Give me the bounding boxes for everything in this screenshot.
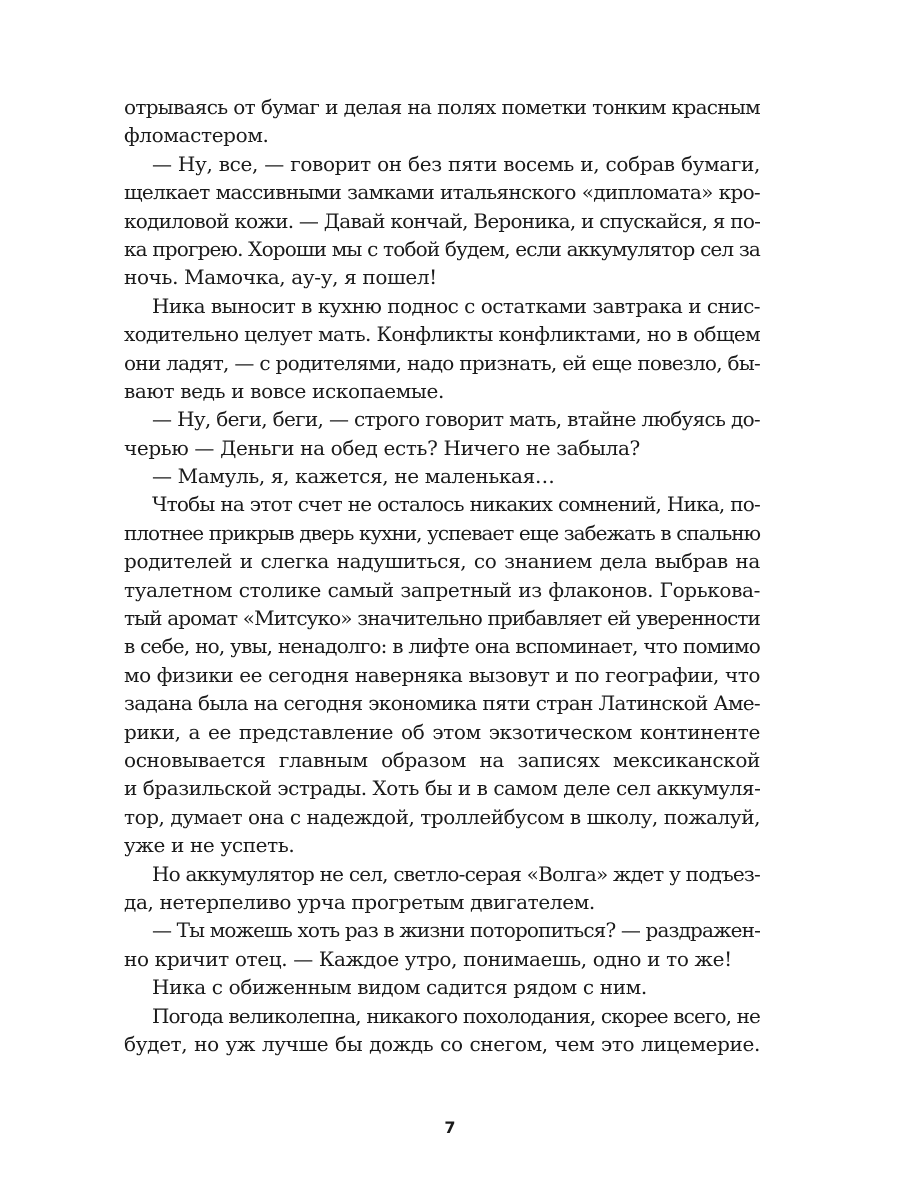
text-line: и бразильской эстрады. Хоть бы и в самом деле сел аккумуля- [124, 776, 761, 801]
text-line: туалетном столике самый запретный из флаконов. Горькова- [124, 577, 760, 602]
text-line: — Ну, все, — говорит он без пяти восемь и, собрав бумаги, [152, 151, 760, 176]
text-line: кодиловой кожи. — Давай кончай, Вероника, и спускайся, я по- [124, 208, 761, 233]
text-line: тор, думает она с надеждой, троллейбусом в школу, пожалуй, [124, 804, 760, 829]
text-line: Погода великолепна, никакого похолодания, скорее всего, не [152, 1003, 760, 1028]
text-line: основывается главным образом на записях мексиканской [124, 747, 760, 772]
text-line: ка прогрею. Хороши мы с тобой будем, если аккумулятор сел за [124, 236, 760, 261]
text-line: вают ведь и вовсе ископаемые. [124, 378, 444, 403]
text-line: — Мамуль, я, кажется, не маленькая… [152, 464, 555, 489]
text-line: уже и не успеть. [124, 833, 295, 858]
text-line: ночь. Мамочка, ау-у, я пошел! [124, 265, 437, 290]
text-line: — Ты можешь хоть раз в жизни поторопиться? — раздражен- [152, 918, 760, 943]
text-line: но кричит отец. — Каждое утро, понимаешь, одно и то же! [124, 946, 732, 971]
text-line: фломастером. [124, 123, 269, 148]
text-line: — Ну, беги, беги, — строго говорит мать, втайне любуясь до- [152, 407, 760, 432]
text-line: они ладят, — с родителями, надо признать, ей еще повезло, бы- [124, 350, 760, 375]
text-line: плотнее прикрыв дверь кухни, успевает еще забежать в спальню [124, 520, 760, 545]
text-line: будет, но уж лучше бы дождь со снегом, чем это лицемерие. [124, 1031, 760, 1056]
text-line: щелкает массивными замками итальянского «дипломата» кро- [124, 180, 760, 205]
page-number: 7 [444, 1118, 456, 1137]
text-line: Чтобы на этот счет не осталось никаких сомнений, Ника, по- [152, 492, 760, 517]
text-line: мо физики ее сегодня наверняка вызовут и по географии, что [124, 662, 760, 687]
text-line: в себе, но, увы, ненадолго: в лифте она вспоминает, что помимо [124, 634, 760, 659]
text-line: ходительно целует мать. Конфликты конфликтами, но в общем [124, 322, 760, 347]
text-line: Ника с обиженным видом садится рядом с ним. [152, 975, 647, 1000]
text-line: задана была на сегодня экономика пяти стран Латинской Аме- [124, 691, 760, 716]
text-line: да, нетерпеливо урча прогретым двигателем. [124, 889, 595, 914]
text-line: рики, а ее представление об этом экзотическом континенте [124, 719, 760, 744]
text-line: отрываясь от бумаг и делая на полях пометки тонким красным [124, 95, 760, 119]
text-line: Но аккумулятор не сел, светло-серая «Волга» ждет у подъез- [152, 861, 760, 886]
book-page-text [124, 93, 760, 1058]
text-line: тый аромат «Митсуко» значительно прибавляет ей уверенности [124, 606, 760, 631]
text-line: родителей и слегка надушиться, со знанием дела выбрав на [124, 549, 760, 574]
text-line: черью — Деньги на обед есть? Ничего не забыла? [124, 435, 640, 460]
text-line: Ника выносит в кухню поднос с остатками завтрака и снис- [152, 293, 760, 318]
